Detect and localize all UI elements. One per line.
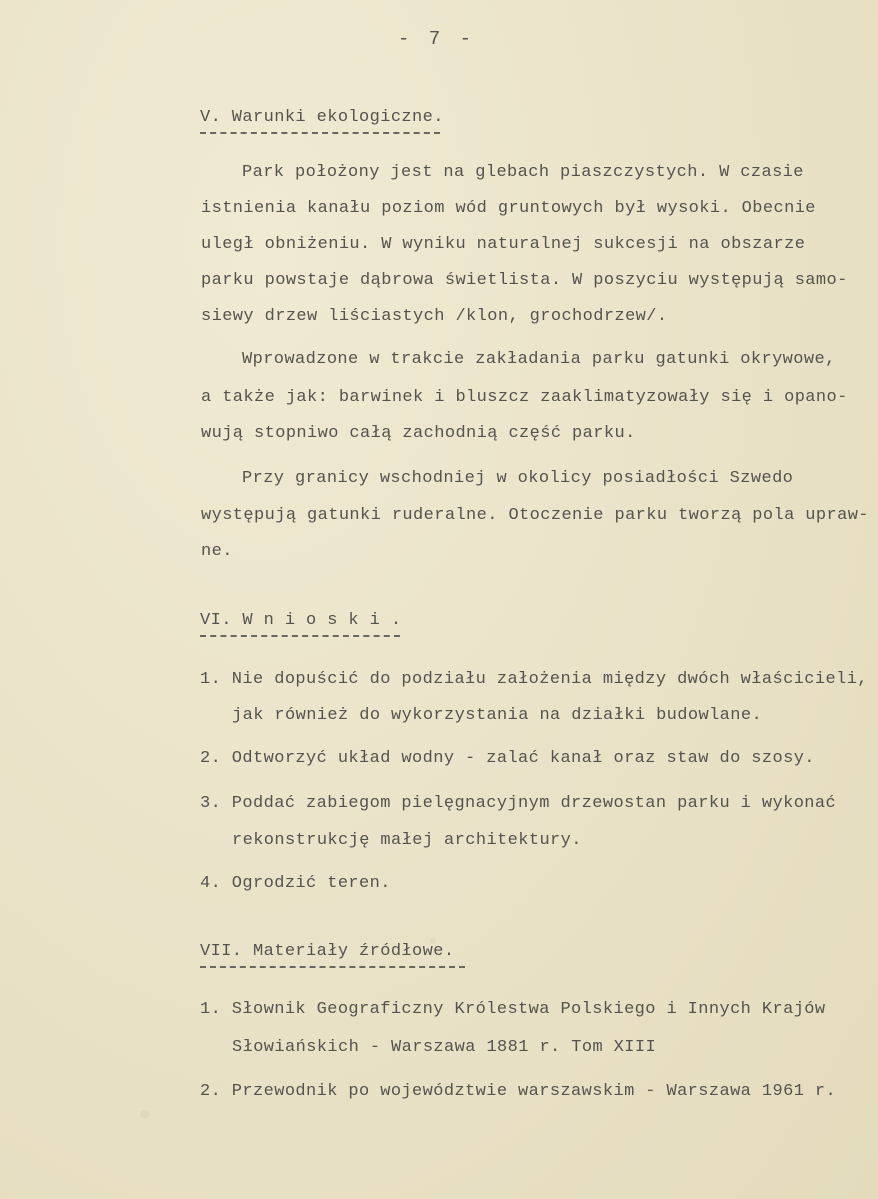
text-line: ne.	[201, 542, 233, 561]
list-item: 2. Odtworzyć układ wodny - zalać kanał oraz staw do szosy.	[200, 749, 815, 768]
list-item-continuation: Słowiańskich - Warszawa 1881 r. Tom XIII	[232, 1038, 657, 1057]
list-item: 4. Ogrodzić teren.	[200, 874, 391, 893]
list-item: 1. Nie dopuścić do podziału założenia między dwóch właścicieli,	[200, 670, 868, 689]
section-heading-conclusions: VI. W n i o s k i .	[200, 611, 402, 630]
text-line: siewy drzew liściastych /klon, grochodrzew/.	[201, 307, 668, 326]
heading-underline	[200, 132, 440, 134]
text-line: wują stopniwo całą zachodnią część parku.	[201, 424, 636, 443]
text-line: istnienia kanału poziom wód gruntowych był wysoki. Obecnie	[201, 199, 816, 218]
text-line: występują gatunki ruderalne. Otoczenie parku tworzą pola upraw-	[201, 506, 869, 525]
text-line: parku powstaje dąbrowa świetlista. W poszyciu występują samo-	[201, 271, 848, 290]
heading-underline	[200, 966, 465, 968]
list-item-continuation: jak również do wykorzystania na działki budowlane.	[232, 706, 763, 725]
page-number: - 7 -	[398, 28, 476, 50]
list-item: 1. Słownik Geograficzny Królestwa Polskiego i Innych Krajów	[200, 1000, 826, 1019]
section-heading-ecological-conditions: V. Warunki ekologiczne.	[200, 108, 444, 127]
text-line: Park położony jest na glebach piaszczystych. W czasie	[242, 163, 804, 182]
text-line: Wprowadzone w trakcie zakładania parku gatunki okrywowe,	[242, 350, 836, 369]
heading-underline	[200, 635, 400, 637]
text-line: a także jak: barwinek i bluszcz zaaklimatyzowały się i opano-	[201, 388, 848, 407]
list-item: 2. Przewodnik po województwie warszawskim - Warszawa 1961 r.	[200, 1082, 837, 1101]
text-line: Przy granicy wschodniej w okolicy posiadłości Szwedo	[242, 469, 794, 488]
paper-spot	[140, 1110, 150, 1118]
section-heading-source-materials: VII. Materiały źródłowe.	[200, 942, 455, 961]
text-line: uległ obniżeniu. W wyniku naturalnej sukcesji na obszarze	[201, 235, 806, 254]
list-item-continuation: rekonstrukcję małej architektury.	[232, 831, 582, 850]
list-item: 3. Poddać zabiegom pielęgnacyjnym drzewostan parku i wykonać	[200, 794, 837, 813]
